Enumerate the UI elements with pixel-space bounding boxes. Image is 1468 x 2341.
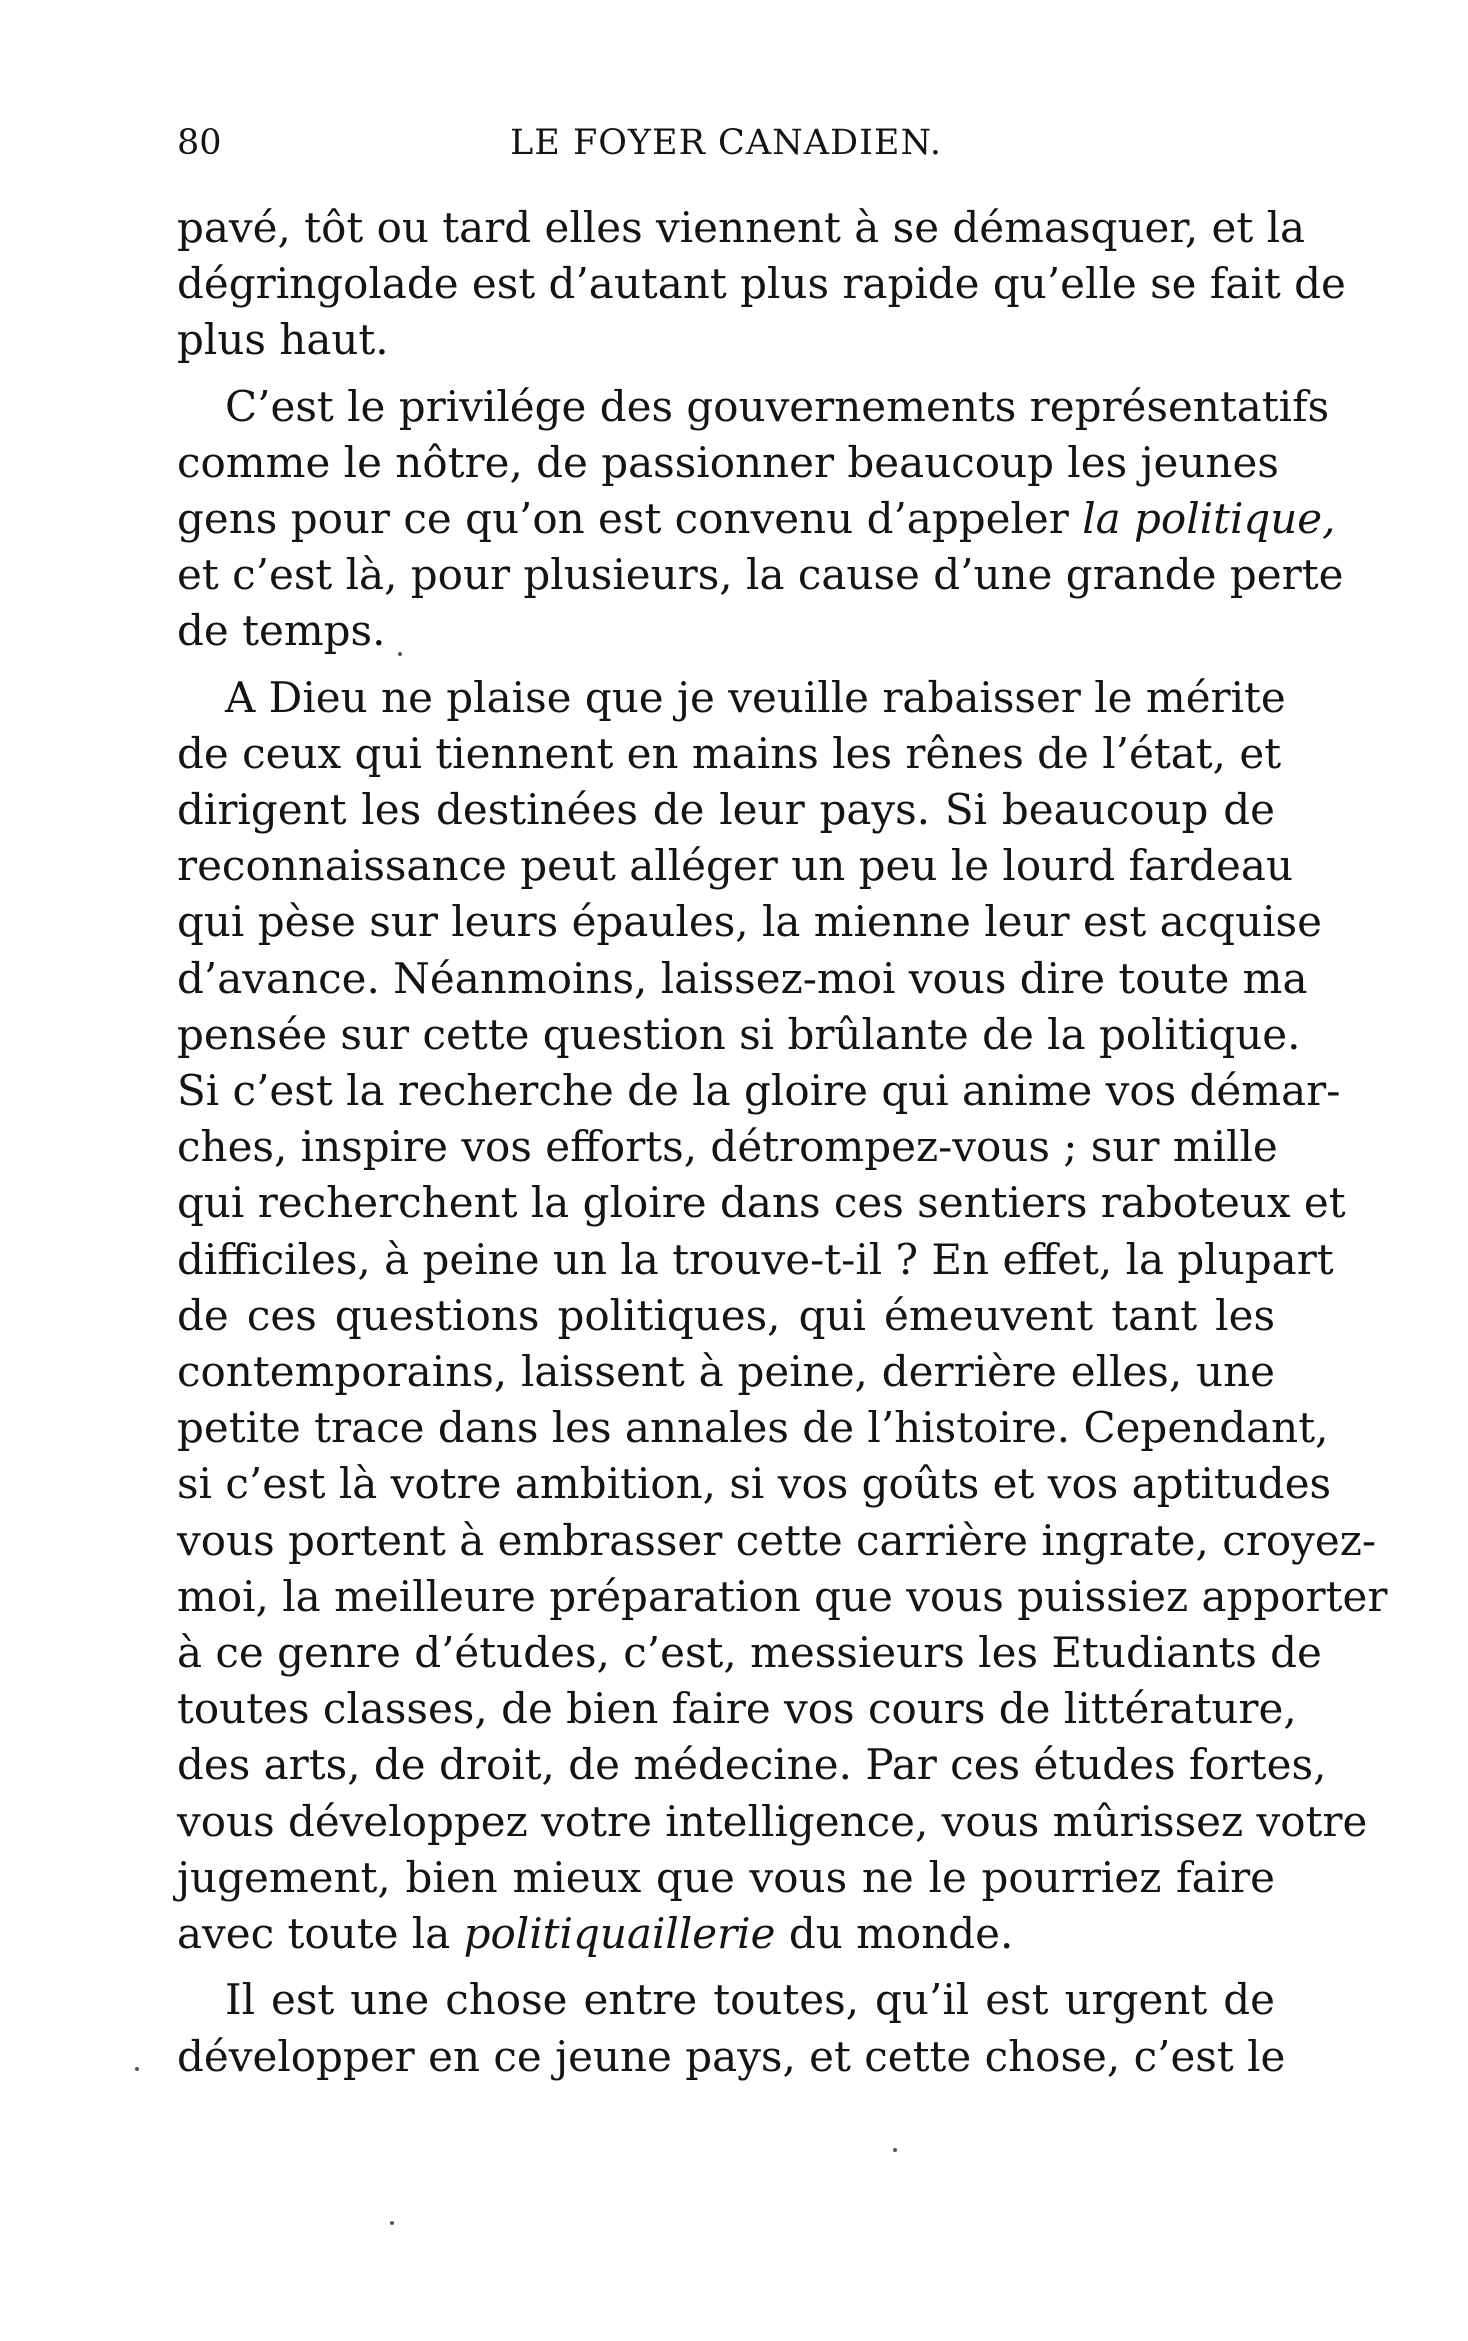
text-line: toutes classes, de bien faire vos cours de littérature,: [177, 1684, 1297, 1734]
paragraph-continued: [177, 200, 1346, 369]
text-line: à ce genre d’études, c’est, messieurs les Etudiants de: [177, 1628, 1322, 1678]
page-number: 80: [177, 123, 222, 163]
paragraph-dieu: [177, 670, 1388, 1963]
text-line: des arts, de droit, de médecine. Par ces études fortes,: [177, 1740, 1327, 1790]
text-line: reconnaissance peut alléger un peu le lourd fardeau: [177, 841, 1293, 891]
text-line: vous développez votre intelligence, vous mûrissez votre: [177, 1796, 1368, 1846]
running-title: LE FOYER CANADIEN.: [510, 123, 942, 163]
text-segment: avec toute la: [177, 1909, 464, 1959]
text-line: comme le nôtre, de passionner beaucoup les jeunes: [177, 437, 1279, 487]
print-speck: [135, 2067, 139, 2071]
text-line: pavé, tôt ou tard elles viennent à se démasquer, et la: [177, 203, 1306, 252]
text-line: développer en ce jeune pays, et cette chose, c’est le: [177, 2031, 1286, 2081]
paragraph-urgent: [177, 1972, 1286, 2084]
text-line-with-italic: [177, 491, 1336, 547]
print-speck: [893, 2148, 897, 2152]
body-text: [177, 200, 1388, 2085]
text-segment: du monde.: [775, 1909, 1014, 1959]
text-line: plus haut.: [177, 315, 389, 365]
text-line: moi, la meilleure préparation que vous puissiez apporter: [177, 1571, 1388, 1621]
text-line: d’avance. Néanmoins, laissez-moi vous dire toute ma: [177, 953, 1308, 1003]
text-line: dégringolade est d’autant plus rapide qu’elle se fait de: [177, 259, 1346, 309]
text-line: de ceux qui tiennent en mains les rênes de l’état, et: [177, 728, 1282, 778]
print-speck: [390, 2221, 394, 2225]
text-line: de ces questions politiques, qui émeuvent tant les: [177, 1290, 1275, 1340]
print-speck: [398, 652, 402, 656]
text-line: vous portent à embrasser cette carrière ingrate, croyez-: [177, 1515, 1377, 1565]
text-line: si c’est là votre ambition, si vos goûts et vos aptitudes: [177, 1459, 1332, 1509]
paragraph-privilege: [177, 379, 1344, 660]
text-line: ches, inspire vos efforts, détrompez-vous ; sur mille: [177, 1122, 1278, 1172]
text-line: qui pèse sur leurs épaules, la mienne leur est acquise: [177, 897, 1322, 947]
text-line: contemporains, laissent à peine, derrière elles, une: [177, 1347, 1275, 1397]
text-line: dirigent les destinées de leur pays. Si beaucoup de: [177, 785, 1275, 835]
text-segment: gens pour ce qu’on est convenu d’appeler: [177, 494, 1083, 544]
text-line: qui recherchent la gloire dans ces sentiers raboteux et: [177, 1178, 1346, 1228]
text-line: A Dieu ne plaise que je veuille rabaisser le mérite: [225, 672, 1286, 722]
text-line: difficiles, à peine un la trouve-t-il ? En effet, la plupart: [177, 1234, 1334, 1284]
text-line: de temps.: [177, 606, 386, 656]
italic-phrase: politiquaillerie: [463, 1909, 776, 1959]
italic-phrase: la politique,: [1082, 494, 1336, 544]
text-line: jugement, bien mieux que vous ne le pourriez faire: [177, 1852, 1275, 1902]
text-line: petite trace dans les annales de l’histoire. Cependant,: [177, 1403, 1329, 1453]
text-line: Il est une chose entre toutes, qu’il est urgent de: [225, 1975, 1275, 2025]
text-line: C’est le privilége des gouvernements représentatifs: [225, 381, 1330, 431]
text-line: et c’est là, pour plusieurs, la cause d’une grande perte: [177, 550, 1344, 600]
text-line: pensée sur cette question si brûlante de la politique.: [177, 1009, 1301, 1059]
text-line-with-italic: [177, 1906, 1275, 1962]
running-head: [177, 118, 1275, 168]
text-line: Si c’est la recherche de la gloire qui anime vos démar-: [177, 1066, 1341, 1116]
